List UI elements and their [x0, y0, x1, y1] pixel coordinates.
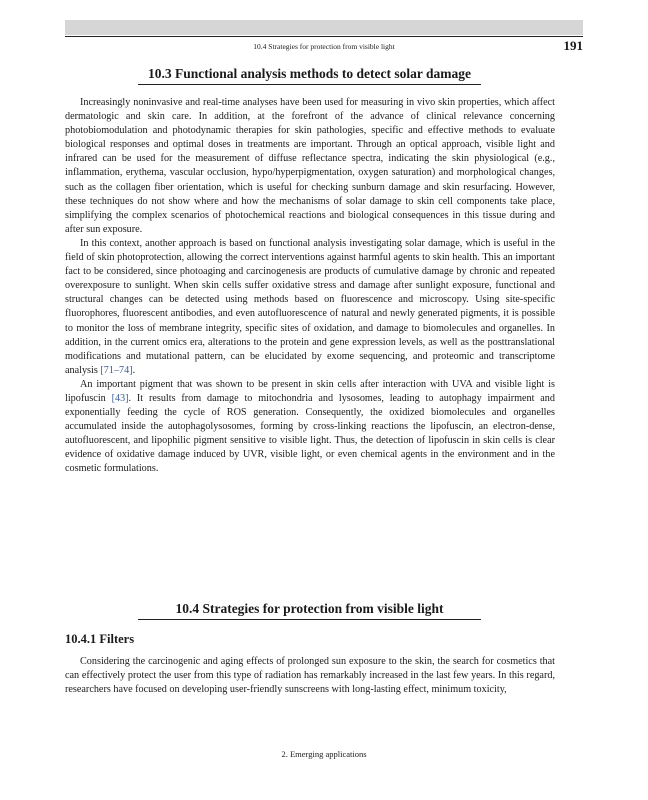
- section-heading-10-3: 10.3 Functional analysis methods to detect solar damage: [138, 66, 481, 85]
- paragraph-3-text: An important pigment that was shown to be present in skin cells after interaction with UVA and visible light is lipofuscin: [65, 378, 555, 404]
- paragraph-2-end: .: [132, 364, 136, 376]
- paragraph-3: [65, 378, 555, 477]
- citation-link-43[interactable]: [43]: [111, 392, 129, 404]
- header-shade-bar: [65, 20, 583, 35]
- paragraph-1: [65, 96, 555, 237]
- paragraph-2: [65, 237, 555, 378]
- page-number: 191: [563, 38, 583, 53]
- paragraph-filters: Considering the carcinogenic and aging effects of prolonged sun exposure to the skin, the search for cosmetics that can effectively protect the user from this type of radiation has remarkably increased in the last few years. In this regard, researchers have focused on developing user-friendly sunscreens with long-lasting effect, minimum toxicity,: [65, 656, 555, 696]
- running-header: [65, 36, 583, 53]
- section-heading-10-4: 10.4 Strategies for protection from visible light: [138, 601, 481, 620]
- citation-link-71-74[interactable]: [71–74]: [100, 364, 133, 376]
- paragraph-3-rest: . It results from damage to mitochondria and lysosomes, leading to autophagy impairment and exponentially feeding the cycle of ROS generation. Consequently, the oxidized biomolecules and organelles accumulated inside the autophagolysosomes, forming by cross-linking reactions the lipofuscin, an electron-dense, autofluorescent, and lipophilic pigment sensitive to visible light. Thus, the detection of lipofuscin in skin cells is clear evidence of oxidative damage induced by UVR, visible light, or even chemical agents in the environment and in the cosmetic formulations.: [65, 392, 555, 475]
- running-title: 10.4 Strategies for protection from visible light: [253, 42, 395, 51]
- section-10-3-body: [65, 96, 555, 477]
- page-footer: 2. Emerging applications: [281, 749, 367, 759]
- paragraph-1-text: Increasingly noninvasive and real-time analyses have been used for measuring in vivo skin properties, which affect dermatologic and skin care. In addition, at the forefront of the advance of clinical relevance concerning photobiomodulation and photodynamic therapies for skin pathologies, specific and effective methods to evaluate biological responses and optimal doses in treatments are important. Through an optical approach, visible light and infrared can be used for the measurement of diffuse reflectance spectra, indicating the skin physiological (e.g., inflammation, erythema, vascular occlusion, hypo/hyperpigmentation, oxygen saturation) and morphological changes, such as the collagen fiber orientation, which is useful for checking sunburn damage and skin resurfacing. However, these techniques do not show where and how the mechanisms of solar damage to skin cell components take place, simplifying the complex scenarios of photochemical reactions and biological consequences in this tissue during and after sun exposure.: [65, 97, 555, 235]
- paragraph-2-text: In this context, another approach is based on functional analysis investigating solar damage, which is useful in the field of skin photoprotection, allowing the correct interventions against harmful agents to skin health. This an important fact to be considered, since photoaging and carcinogenesis are products of cumulative damage by chronic and repeated overexposure to sunlight. When skin cells suffer oxidative stress and damage after sunlight exposure, functional and structural changes can be detected using methods based on fluorescence and microscopy. Using site-specific fluorophores, fluorescent antibodies, and even autofluorescence of natural and newly generated pigments, it is possible to monitor the loss of membrane integrity, specific sites of oxidation, and damage to biomolecules and organelles. In addition, in the current omics era, alterations to the protein and gene expression levels, as well as the posttranslational modifications and mutational pattern, can be elucidated by exome sequencing, and proteomic and transcriptome analysis: [65, 237, 555, 376]
- section-10-4-body: [65, 655, 555, 697]
- subsection-heading-filters: 10.4.1 Filters: [65, 632, 135, 646]
